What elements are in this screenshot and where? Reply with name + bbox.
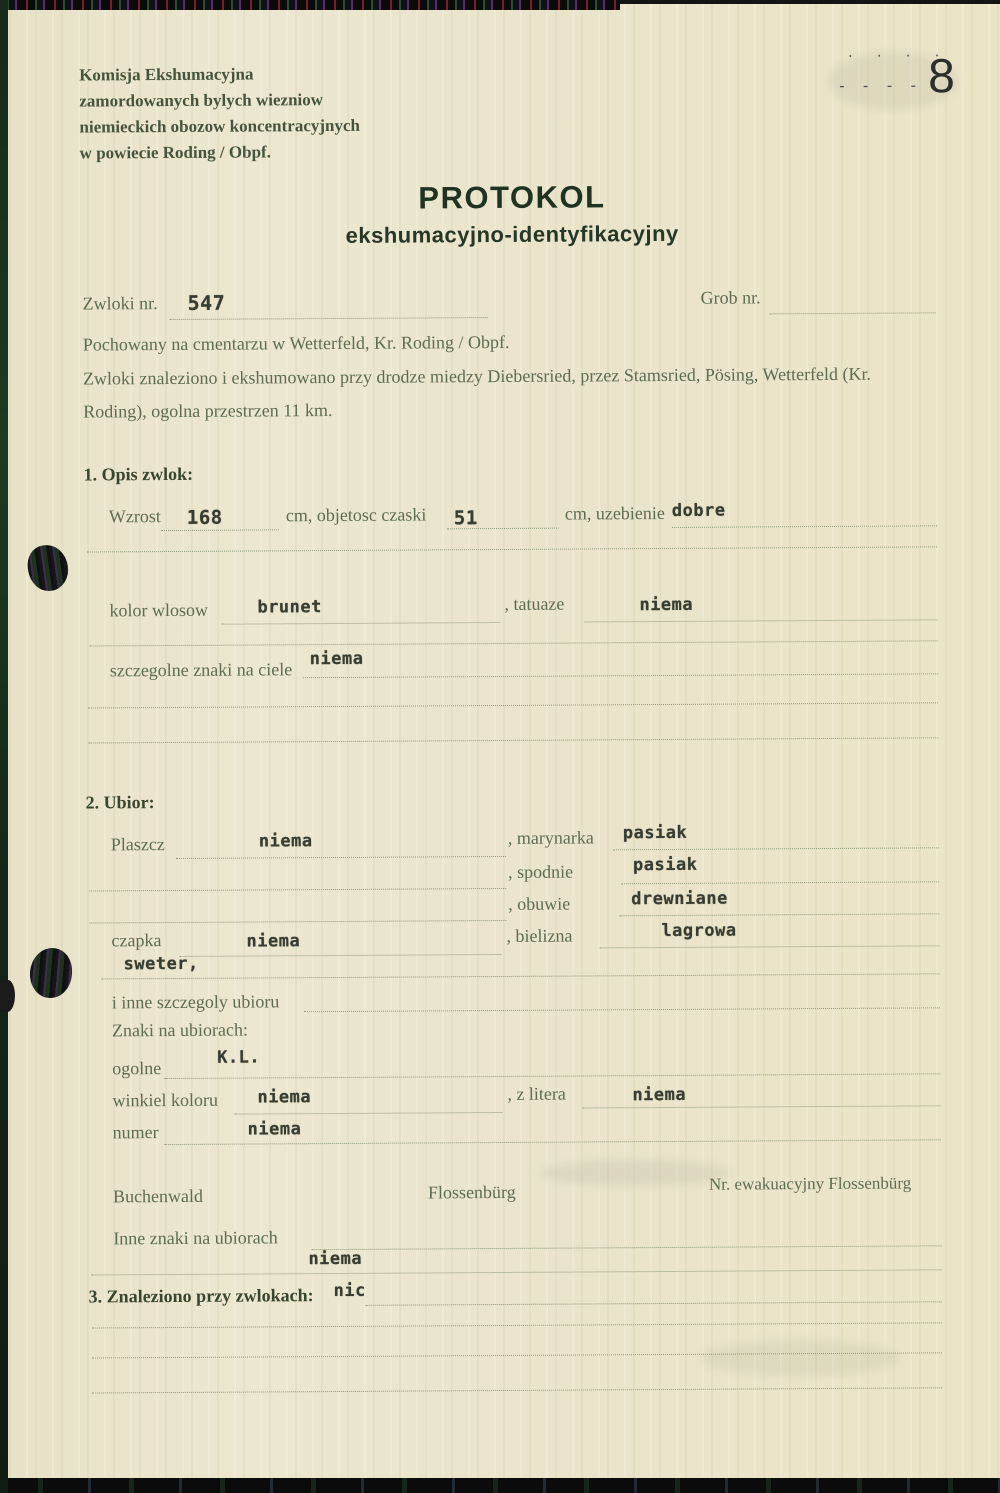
typed-value-tatuaze: niema bbox=[639, 594, 694, 616]
typed-value-numer: niema bbox=[247, 1119, 302, 1140]
field-label-uzebienie: cm, uzebienie bbox=[564, 502, 665, 524]
dotted-line bbox=[235, 1112, 503, 1115]
intro-found-line1: Zwloki znaleziono i ekshumowano przy drodze miedzy Diebersried, przez Stamsried, Pösing, Wetterfeld (Kr. bbox=[82, 363, 872, 389]
commission-header bbox=[79, 61, 360, 167]
dotted-line bbox=[585, 619, 938, 622]
intro-buried-line: Pochowany na cmentarzu w Wetterfeld, Kr. Roding / Obpf. bbox=[82, 331, 510, 355]
field-label-grob-nr: Grob nr. bbox=[700, 287, 761, 308]
dotted-line bbox=[88, 702, 938, 708]
dotted-line bbox=[170, 317, 488, 320]
field-label-spodnie: , spodnie bbox=[507, 861, 574, 882]
section1-heading: 1. Opis zwlok: bbox=[83, 463, 194, 485]
field-label-objetosc-czaski: cm, objetosc czaski bbox=[285, 504, 427, 526]
typed-value-ogolne: K.L. bbox=[217, 1047, 261, 1068]
typed-value-zwloki-nr: 547 bbox=[187, 290, 226, 315]
typed-value-spodnie: pasiak bbox=[632, 854, 698, 876]
field-label-szczegolne-znaki: szczegolne znaki na ciele bbox=[109, 659, 293, 681]
dotted-line bbox=[582, 1105, 940, 1108]
header-line: Komisja Ekshumacyjna bbox=[79, 64, 254, 85]
dotted-line bbox=[88, 737, 938, 743]
header-line: w powiecie Roding / Obpf. bbox=[79, 142, 271, 163]
field-label-ogolne: ogolne bbox=[112, 1058, 162, 1079]
typed-value-z-litera: niema bbox=[632, 1084, 687, 1106]
dotted-line bbox=[89, 920, 506, 924]
dotted-line bbox=[303, 673, 938, 678]
typed-value-sweter: sweter, bbox=[123, 953, 199, 975]
dotted-line bbox=[770, 312, 936, 314]
page-number: 8 bbox=[928, 50, 956, 104]
typed-value-uzebienie: dobre bbox=[671, 500, 726, 521]
typed-value-wzrost: 168 bbox=[186, 506, 223, 529]
dotted-line bbox=[87, 546, 937, 552]
dotted-line bbox=[102, 973, 940, 979]
pencil-dots-mark: . . . . bbox=[847, 43, 950, 61]
typed-value-marynarka: pasiak bbox=[622, 822, 688, 844]
camp-option-evacuation-nr: Nr. ewakuacyjny Flossenbürg bbox=[708, 1173, 912, 1194]
field-label-marynarka: , marynarka bbox=[507, 827, 594, 848]
typed-value-czaszka: 51 bbox=[453, 507, 478, 530]
dotted-line bbox=[89, 888, 506, 892]
dotted-line bbox=[90, 640, 938, 646]
field-label-tatuaze: , tatuaze bbox=[504, 593, 565, 614]
dotted-line bbox=[304, 1007, 940, 1012]
section3-heading: 3. Znaleziono przy zwlokach: bbox=[88, 1285, 314, 1307]
typed-value-bielizna: lagrowa bbox=[661, 920, 737, 942]
dotted-line bbox=[92, 1322, 942, 1328]
field-label-wzrost: Wzrost bbox=[108, 506, 161, 527]
field-label-z-litera: , z litera bbox=[507, 1083, 566, 1104]
typed-value-plaszcz: niema bbox=[258, 831, 313, 852]
dotted-line bbox=[161, 529, 279, 531]
typed-value-winkiel: niema bbox=[257, 1087, 312, 1108]
typed-value-kolor-wlosow: brunet bbox=[257, 597, 322, 618]
field-label-plaszcz: Plaszcz bbox=[110, 834, 165, 855]
field-label-kolor-wlosow: kolor wlosow bbox=[109, 599, 209, 621]
typed-value-znaleziono: nic bbox=[333, 1280, 366, 1302]
field-label-winkiel-koloru: winkiel koloru bbox=[112, 1089, 218, 1111]
dotted-line bbox=[366, 1301, 942, 1306]
header-line: niemieckich obozow koncentracyjnych bbox=[79, 115, 361, 137]
field-label-obuwie: , obuwie bbox=[508, 893, 571, 914]
camp-option-flossenburg: Flossenbürg bbox=[427, 1181, 516, 1203]
dotted-line bbox=[165, 1139, 941, 1145]
section2-heading: 2. Ubior: bbox=[85, 792, 155, 813]
dotted-line bbox=[600, 945, 940, 948]
dotted-line bbox=[164, 1073, 940, 1079]
typed-value-czapka: niema bbox=[246, 931, 301, 952]
dotted-line bbox=[176, 856, 506, 859]
camp-option-buchenwald: Buchenwald bbox=[112, 1185, 204, 1207]
field-label-numer: numer bbox=[112, 1122, 159, 1143]
dotted-line bbox=[619, 913, 939, 916]
dotted-line bbox=[92, 1352, 942, 1358]
field-label-zwloki-nr: Zwloki nr. bbox=[82, 293, 158, 314]
intro-found-line2: Roding), ogolna przestrzen 11 km. bbox=[83, 400, 333, 422]
subheading-znaki-na-ubiorach: Znaki na ubiorach: bbox=[111, 1019, 249, 1041]
dotted-line bbox=[92, 1269, 942, 1275]
dotted-line bbox=[180, 954, 502, 957]
pencil-dash-mark: - - - - bbox=[839, 77, 923, 95]
typed-value-inne-znaki: niema bbox=[308, 1248, 363, 1270]
field-label-inne-szczegoly: i inne szczegoly ubioru bbox=[111, 991, 280, 1013]
header-line: zamordowanych bylych wiezniow bbox=[79, 90, 324, 111]
dotted-line bbox=[613, 847, 939, 850]
field-label-inne-znaki: Inne znaki na ubiorach bbox=[113, 1227, 278, 1249]
document-title: PROTOKOL bbox=[418, 179, 606, 216]
dotted-line bbox=[672, 525, 937, 528]
field-label-czapka: czapka bbox=[111, 930, 162, 951]
dotted-line bbox=[222, 622, 500, 625]
field-label-bielizna: , bielizna bbox=[506, 925, 573, 946]
typed-value-szczegolne-znaki: niema bbox=[309, 648, 364, 670]
dotted-line bbox=[311, 1245, 941, 1250]
dotted-line bbox=[92, 1387, 942, 1393]
typed-value-obuwie: drewniane bbox=[631, 888, 728, 910]
dotted-line bbox=[621, 881, 939, 884]
document-subtitle: ekshumacyjno-identyfikacyjny bbox=[345, 220, 679, 248]
